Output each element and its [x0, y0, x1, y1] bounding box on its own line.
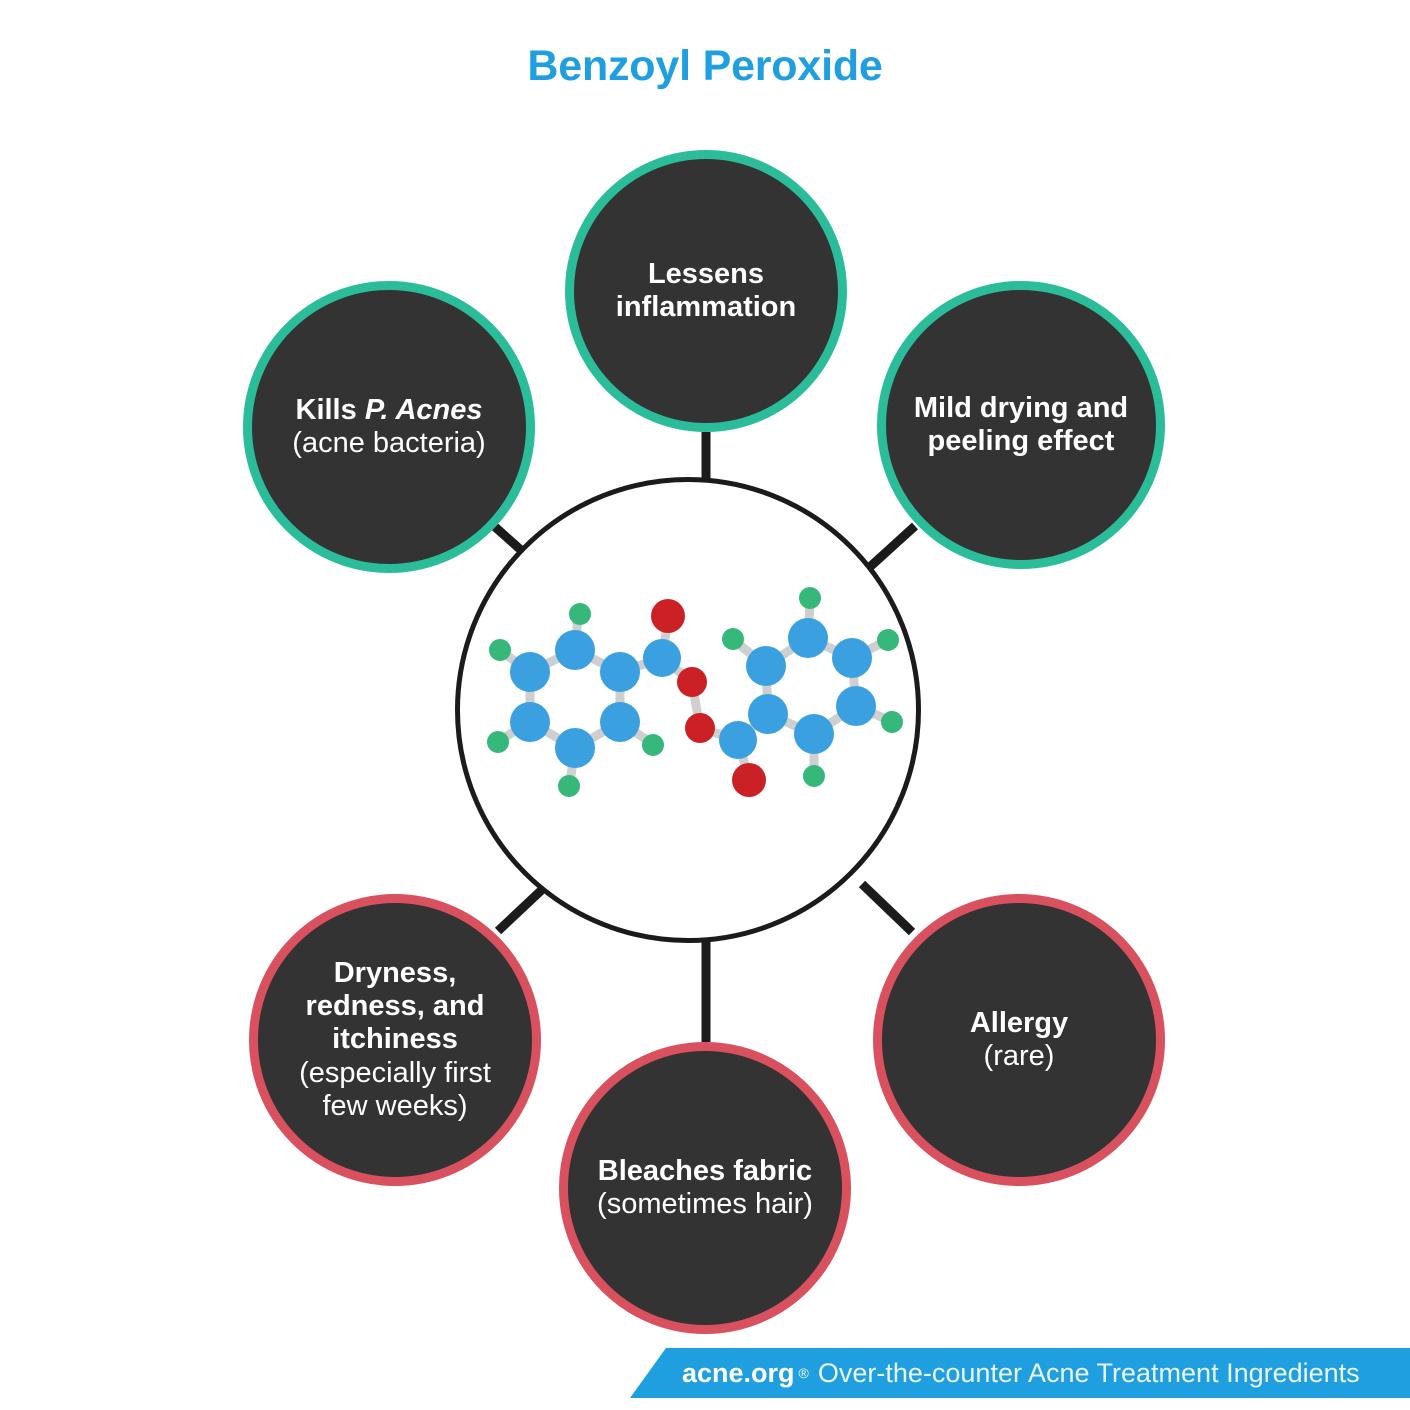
node-dryness-line1: Dryness,: [333, 957, 457, 990]
node-lessens-line1: Lessens: [647, 257, 765, 290]
node-dryness-redness-itchiness[interactable]: [249, 894, 541, 1186]
node-allergy[interactable]: [873, 894, 1165, 1186]
node-dryness-line3: itchiness: [332, 1023, 458, 1056]
node-kills-p-acnes[interactable]: [243, 281, 535, 573]
node-allergy-sub: (rare): [983, 1040, 1055, 1072]
node-allergy-line1: Allergy: [969, 1006, 1069, 1039]
benzoyl-peroxide-molecule: [470, 580, 910, 840]
footer-brand[interactable]: acne.org: [682, 1357, 795, 1388]
node-kills-sub: (acne bacteria): [292, 427, 486, 459]
node-mild-line1: Mild drying and: [913, 391, 1129, 424]
footer-text: [630, 1348, 1410, 1398]
node-kills-line1: [292, 394, 485, 427]
node-dryness-sub1: (especially first: [299, 1056, 491, 1089]
registered-mark-icon: ®: [798, 1365, 809, 1381]
node-bleaches-fabric[interactable]: [559, 1042, 851, 1334]
footer-tagline: Over-the-counter Acne Treatment Ingredients: [817, 1357, 1360, 1388]
connector-allergy: [862, 884, 912, 932]
footer-bar: [630, 1348, 1410, 1398]
node-lessens-line2: inflammation: [615, 291, 797, 323]
node-bleaches-line1: Bleaches fabric: [597, 1154, 813, 1187]
node-mild-line2: peeling effect: [927, 425, 1115, 457]
node-mild-drying-peeling[interactable]: [877, 281, 1165, 569]
node-lessens-inflammation[interactable]: [565, 150, 847, 432]
node-kills-prefix: Kills: [295, 393, 365, 426]
node-bleaches-sub: (sometimes hair): [597, 1188, 813, 1220]
node-kills-italic: P. Acnes: [364, 393, 483, 426]
node-dryness-sub2: few weeks): [322, 1089, 468, 1122]
node-dryness-line2: redness, and: [305, 990, 485, 1023]
page-title: Benzoyl Peroxide: [527, 42, 883, 90]
